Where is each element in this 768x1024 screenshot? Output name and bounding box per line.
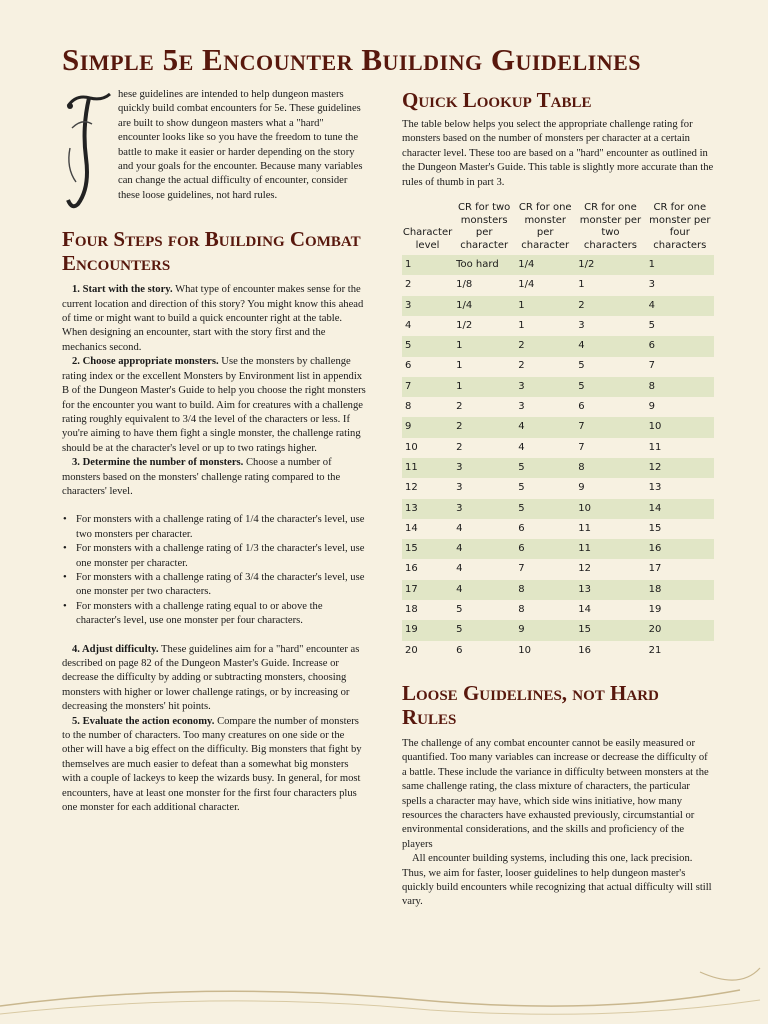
step-1-text: What type of encounter makes sense for the current location and direction of this story? You might know this ahead of time or might want to build a quick encounter right at the table. When designing an encounter, start with the story first and the mechanics second.	[62, 284, 364, 353]
table-cell: 11	[575, 539, 645, 559]
table-cell: 1/4	[518, 279, 535, 291]
table-cell: 20	[405, 644, 418, 656]
table-cell: 4	[456, 522, 463, 534]
table-cell: 20	[646, 620, 714, 640]
table-cell: 1	[453, 336, 515, 356]
table-cell: 16	[405, 563, 418, 575]
table-cell: 1	[578, 279, 585, 291]
table-cell: 1	[453, 377, 515, 397]
table-cell: 5	[518, 482, 525, 494]
table-cell: 1/4	[515, 255, 575, 275]
table-cell: 7	[402, 377, 453, 397]
table-cell: 3	[402, 296, 453, 316]
step-1-title: 1. Start with the story.	[72, 284, 173, 296]
table-cell: 17	[648, 563, 662, 575]
table-cell: 9	[515, 620, 575, 640]
table-cell: 14	[646, 499, 714, 519]
intro-text: hese guidelines are intended to help dungeon masters quickly build combat encounters for 5e. These guidelines are built to show dungeon masters what a "hard" encounter looks like so you have the freedom to tune the battle to make it easier or harder depending on the story and your goals for the encounter. Because many variables can change the actual difficulty of encounter, consider these loose guidelines, not hard rules.	[118, 89, 363, 201]
four-steps-heading: Four Steps for Building Combat Encounters	[62, 227, 361, 276]
table-cell: 10	[518, 644, 531, 656]
table-row	[402, 620, 714, 640]
table-cell: 1	[456, 360, 463, 372]
table-cell: 5	[402, 336, 453, 356]
table-row	[402, 417, 714, 437]
table-cell: 15	[648, 522, 662, 534]
left-column	[62, 88, 368, 815]
table-cell: 13	[402, 499, 453, 519]
table-row	[402, 499, 714, 519]
table-cell: 3	[648, 279, 656, 291]
table-cell: 14	[578, 604, 591, 616]
table-cell: 6	[456, 644, 463, 656]
step-2	[62, 355, 368, 456]
table-cell: 21	[648, 644, 662, 656]
loose-guidelines-heading: Loose Guidelines, not Hard Rules	[402, 680, 659, 729]
list-item: • For monsters with a challenge rating of 3/4 the character's level, use one monster per two characters.	[62, 571, 368, 600]
table-cell: 2	[456, 401, 463, 413]
table-cell: 5	[515, 458, 575, 478]
table-cell: 2	[405, 279, 412, 291]
page-title: Simple 5e Encounter Building Guidelines	[62, 42, 642, 77]
quick-lookup-heading: Quick Lookup Table	[402, 88, 592, 112]
table-cell: 1	[646, 255, 714, 275]
table-cell: 2	[518, 360, 525, 372]
table-cell: 1/4	[453, 296, 515, 316]
table-cell: 2	[515, 336, 575, 356]
table-cell: 3	[578, 319, 585, 331]
table-cell: 12	[646, 458, 714, 478]
table-row	[402, 397, 714, 417]
right-column	[402, 88, 714, 910]
dropcap-letter	[62, 88, 114, 212]
table-cell: Too hard	[453, 255, 515, 275]
list-item: • For monsters with a challenge rating equal to or above the character's level, use one monster per four characters.	[62, 600, 368, 629]
table-row	[402, 600, 714, 620]
table-cell: 8	[405, 401, 412, 413]
table-row	[402, 255, 714, 275]
table-cell: 13	[575, 580, 645, 600]
table-row	[402, 559, 714, 579]
footer-decoration	[0, 960, 768, 1024]
loose-paragraph-1: The challenge of any combat encounter cannot be easily measured or quantified. Too many variables can increase or decrease the difficulty of a battle. These include the variance in difficulty between monsters at the same challenge rating, the class mixture of characters, the particular spells a character may have, which side wins initiative, how many resources the characters have exhausted previously, circumstantial or environmental considerations, and the skills and proficiency of the players	[402, 737, 709, 850]
table-cell: 19	[648, 604, 662, 616]
table-body	[402, 255, 714, 661]
table-cell: 5	[578, 360, 585, 372]
table-cell: 14	[405, 522, 418, 534]
table-row	[402, 438, 714, 458]
table-cell: 7	[518, 563, 525, 575]
table-cell: 3	[515, 377, 575, 397]
list-item: • For monsters with a challenge rating of 1/4 the character's level, use two monsters per character.	[62, 513, 368, 542]
table-cell: 3	[456, 482, 463, 494]
table-cell: 7	[575, 417, 645, 437]
table-cell: 6	[518, 522, 525, 534]
step-4	[62, 643, 368, 715]
table-cell: 1/2	[456, 319, 473, 331]
table-cell: 1	[515, 296, 575, 316]
table-cell: 4	[453, 539, 515, 559]
dropcap-letter-glyph	[88, 147, 89, 148]
intro-section	[62, 88, 368, 203]
list-item: • For monsters with a challenge rating of 1/3 the character's level, use one monster per character.	[62, 542, 368, 571]
table-row	[402, 539, 714, 559]
table-cell: 8	[575, 458, 645, 478]
table-cell: 4	[515, 417, 575, 437]
table-cell: 10	[646, 417, 714, 437]
table-cell: 11	[578, 522, 591, 534]
table-row	[402, 336, 714, 356]
table-cell: 11	[648, 441, 662, 453]
monster-count-list	[62, 513, 368, 628]
table-cell: 15	[575, 620, 645, 640]
table-cell: 6	[578, 401, 585, 413]
header-two-per-character: CR for two monsters per character	[458, 202, 511, 251]
step-4-text: These guidelines aim for a "hard" encounter as described on page 82 of the Dungeon Master's Guide. Increase or decrease the difficulty by adding or subtracting monsters, choosing monsters with higher or lower challenge ratings, or by increasing or decreasing the monsters' hit points.	[62, 643, 360, 713]
table-header-row	[402, 202, 714, 255]
table-cell: 16	[646, 539, 714, 559]
table-cell: 16	[578, 644, 591, 656]
table-cell: 5	[648, 319, 656, 331]
table-cell: 5	[515, 499, 575, 519]
loose-guidelines-section	[402, 737, 714, 910]
table-cell: 5	[453, 620, 515, 640]
table-cell: 2	[575, 296, 645, 316]
table-row	[402, 519, 714, 539]
table-cell: 15	[402, 539, 453, 559]
table-cell: 4	[575, 336, 645, 356]
table-cell: 11	[402, 458, 453, 478]
table-cell: 19	[402, 620, 453, 640]
table-cell: 5	[456, 604, 463, 616]
table-row	[402, 316, 714, 336]
header-one-per-character: CR for one monster per character	[518, 202, 572, 251]
table-cell: 4	[518, 441, 525, 453]
table-row	[402, 377, 714, 397]
table-cell: 1/8	[456, 279, 473, 291]
step-5-text: Compare the number of monsters to the number of characters. Too many creatures on one side or the other will have a big effect on the difficulty. Big monsters that fight by themselves are much easier to defeat than a somewhat big monsters with a couple of lackeys to keep the wizards busy. In general, for most encounters, have at least one monster for the first four characters plus one monster for each additional character.	[62, 715, 362, 814]
loose-paragraph-2: All encounter building systems, including this one, lack precision. Thus, we aim for faster, looser guidelines to help dungeon master's quickly build encounters while recognizing that actual difficulty will still vary.	[402, 853, 712, 908]
header-one-per-two: CR for one monster per two characters	[579, 202, 642, 251]
table-row	[402, 478, 714, 498]
table-cell: 2	[453, 417, 515, 437]
step-3-title: 3. Determine the number of monsters.	[72, 457, 244, 469]
table-cell: 12	[578, 563, 591, 575]
table-cell: 3	[453, 458, 515, 478]
table-cell: 4	[456, 563, 463, 575]
step-5-title: 5. Evaluate the action economy.	[72, 715, 215, 727]
table-cell: 6	[515, 539, 575, 559]
table-cell: 9	[402, 417, 453, 437]
table-row	[402, 275, 714, 295]
table-cell: 5	[575, 377, 645, 397]
table-cell: 1	[518, 319, 525, 331]
step-1	[62, 283, 368, 355]
lookup-table	[402, 202, 714, 661]
table-cell: 4	[646, 296, 714, 316]
header-character-level: Character level	[402, 227, 453, 251]
table-cell: 1	[402, 255, 453, 275]
table-cell: 9	[648, 401, 656, 413]
table-cell: 7	[648, 360, 656, 372]
table-cell: 2	[456, 441, 463, 453]
table-row	[402, 357, 714, 377]
table-cell: 6	[646, 336, 714, 356]
table-row	[402, 641, 714, 661]
table-cell: 8	[518, 604, 525, 616]
table-cell: 17	[402, 580, 453, 600]
step-3	[62, 456, 368, 499]
table-cell: 10	[405, 441, 418, 453]
step-4-title: 4. Adjust difficulty.	[72, 643, 159, 655]
step-2-text: Use the monsters by challenge rating index or the excellent Monsters by Environment list in appendix B of the Dungeon Master's Guide to help you choose the right monsters for the encounter you want to build. Aim for creatures with a challenge rating roughly equivalent to 3/4 the level of the characters or less. If you're aiming to have them fight a single monster, the challenge rating should be at the character's level or up to two ratings higher.	[62, 356, 366, 454]
header-one-per-four: CR for one monster per four characters	[649, 202, 711, 251]
table-cell: 3	[453, 499, 515, 519]
step-5	[62, 715, 368, 816]
table-cell: 3	[518, 401, 525, 413]
table-cell: 6	[405, 360, 412, 372]
table-cell: 18	[646, 580, 714, 600]
table-row	[402, 458, 714, 478]
quick-lookup-intro: The table below helps you select the appropriate challenge rating for monsters based on the number of monsters per character at a certain character level. These too are based on a "hard" encounter as outlined in the Dungeon Master's Guide. This table is slightly more accurate than the rules of thumb in part 3.	[402, 119, 714, 188]
step-2-title: 2. Choose appropriate monsters.	[72, 356, 219, 368]
table-row	[402, 580, 714, 600]
table-cell: 13	[648, 482, 662, 494]
table-cell: 12	[405, 482, 418, 494]
table-cell: 4	[405, 319, 412, 331]
table-cell: 7	[578, 441, 585, 453]
table-cell: 18	[405, 604, 418, 616]
table-cell: 8	[646, 377, 714, 397]
table-cell: 4	[453, 580, 515, 600]
table-row	[402, 296, 714, 316]
table-cell: 9	[578, 482, 585, 494]
table-cell: 10	[575, 499, 645, 519]
table-cell: 8	[515, 580, 575, 600]
table-cell: 1/2	[575, 255, 645, 275]
step-3-text: Choose a number of monsters based on the monsters' challenge rating compared to the characters' level.	[62, 457, 341, 497]
